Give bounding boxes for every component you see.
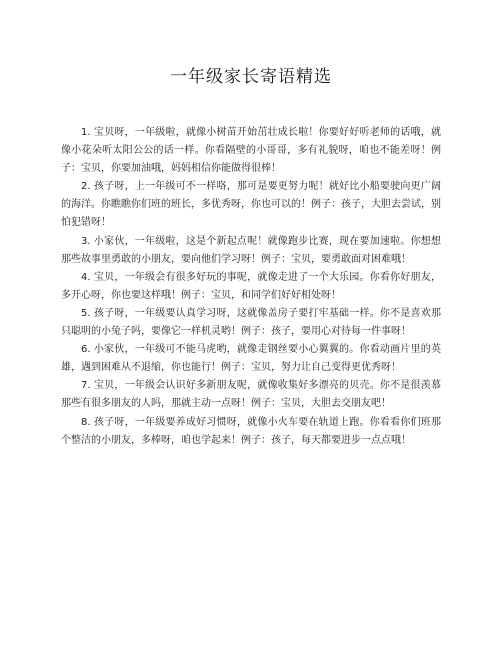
paragraph: 1. 宝贝呀，一年级啦，就像小树苗开始茁壮成长啦！你要好好听老师的话哦，就像小花朵听太阳公公的话一样。你看隔壁的小哥哥，多有礼貌呀，咱也不能差呀！例子：宝贝，你要加油哦，妈妈相信你能做得很棒！: [61, 127, 441, 175]
paragraph: 6. 小家伙，一年级可不能马虎哟，就像走钢丝要小心翼翼的。你看动画片里的英雄，遇到困难从不退缩，你也能行！例子：宝贝，努力让自己变得更优秀呀！: [61, 344, 441, 374]
paragraph: 3. 小家伙，一年级啦，这是个新起点呢！就像跑步比赛，现在要加速啦。你想想那些故事里勇敢的小朋友，要向他们学习呀！例子：宝贝，要勇敢面对困难哦！: [61, 235, 441, 265]
paragraph: 2. 孩子呀，上一年级可不一样咯，那可是要更努力呢！就好比小船要驶向更广阔的海洋。你瞧瞧你们班的班长，多优秀呀，你也可以的！例子：孩子，大胆去尝试，别怕犯错呀！: [61, 181, 441, 229]
paragraph: 7. 宝贝，一年级会认识好多新朋友呢，就像收集好多漂亮的贝壳。你不是很羡慕那些有很多朋友的人吗，那就主动一点呀！例子：宝贝，大胆去交朋友吧！: [61, 380, 441, 410]
document-body: [61, 124, 441, 450]
paragraph: 8. 孩子呀，一年级要养成好习惯呀，就像小火车要在轨道上跑。你看看你们班那个整洁的小朋友，多棒呀，咱也学起来！例子：孩子，每天都要进步一点点哦！: [61, 416, 441, 446]
paragraph: 4. 宝贝，一年级会有很多好玩的事呢，就像走进了一个大乐园。你看你好朋友，多开心呀，你也要这样哦！例子：宝贝，和同学们好好相处呀！: [61, 271, 441, 301]
paragraph: 5. 孩子呀，一年级要认真学习呀，这就像盖房子要打牢基础一样。你不是喜欢那只聪明的小兔子吗，要像它一样机灵哟！例子：孩子，要用心对待每一件事呀！: [61, 307, 441, 338]
document-title: 一年级家长寄语精选: [170, 67, 332, 87]
